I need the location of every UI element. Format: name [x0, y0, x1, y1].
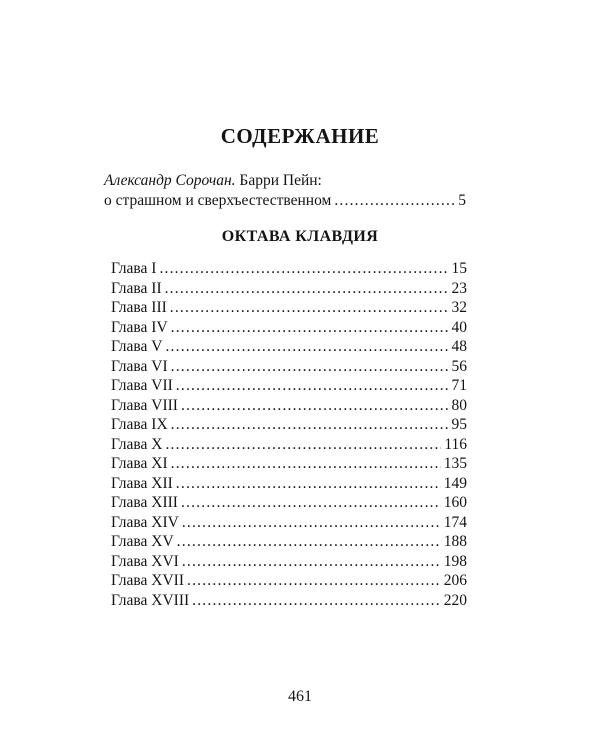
dot-leader [182, 513, 441, 533]
chapter-entry [111, 435, 467, 455]
chapter-entry [111, 298, 467, 318]
chapter-entry [111, 396, 467, 416]
chapter-entry [111, 591, 467, 611]
chapter-label: Глава V [111, 338, 163, 355]
chapter-label: Глава IX [111, 416, 168, 433]
intro-entry [104, 171, 466, 211]
chapter-label: Глава VII [111, 377, 173, 394]
chapter-page-number: 135 [443, 455, 467, 472]
chapter-page-number: 188 [443, 533, 467, 550]
intro-title-part2: о страшном и сверхъестественном [104, 192, 332, 209]
dot-leader [171, 318, 449, 338]
chapter-label: Глава XIII [111, 494, 178, 511]
dot-leader [165, 279, 449, 299]
chapter-entry [111, 259, 467, 279]
chapter-page-number: 160 [443, 494, 467, 511]
chapter-page-number: 220 [443, 591, 467, 609]
dot-leader [159, 259, 448, 279]
chapter-entry [111, 376, 467, 396]
chapter-entry [111, 532, 467, 552]
chapter-entry [111, 357, 467, 377]
dot-leader [171, 415, 449, 435]
chapter-label: Глава II [111, 279, 162, 297]
chapter-page-number: 15 [451, 260, 467, 277]
chapter-page-number: 198 [443, 552, 467, 570]
intro-page-number: 5 [458, 192, 466, 209]
chapter-entry [111, 415, 467, 435]
dot-leader [187, 571, 441, 591]
chapter-label: Глава X [111, 435, 163, 453]
intro-author: Александр Сорочан. [104, 172, 236, 189]
dot-leader [176, 376, 449, 396]
chapter-page-number: 149 [443, 474, 467, 492]
chapter-label: Глава I [111, 260, 157, 277]
dot-leader [334, 191, 455, 211]
dot-leader [192, 591, 441, 611]
chapter-label: Глава VIII [111, 396, 178, 414]
chapter-entry [111, 279, 467, 299]
chapter-label: Глава XIV [111, 513, 179, 531]
chapter-label: Глава VI [111, 357, 168, 375]
dot-leader [171, 454, 441, 474]
chapter-entry [111, 318, 467, 338]
dot-leader [177, 532, 441, 552]
dot-leader [171, 357, 449, 377]
chapter-list [111, 259, 467, 610]
chapter-page-number: 40 [451, 318, 467, 336]
chapter-label: Глава XVII [111, 572, 184, 589]
chapter-label: Глава XII [111, 474, 173, 492]
chapter-label: Глава XV [111, 533, 174, 550]
dot-leader [165, 337, 448, 357]
toc-heading: СОДЕРЖАНИЕ [220, 124, 380, 148]
dot-leader [181, 396, 449, 416]
chapter-label: Глава XVIII [111, 591, 190, 609]
intro-title-part1: Барри Пейн: [239, 172, 322, 189]
chapter-page-number: 116 [444, 435, 467, 453]
chapter-page-number: 56 [451, 357, 467, 375]
chapter-page-number: 95 [451, 416, 467, 433]
chapter-label: Глава III [111, 299, 167, 316]
dot-leader [165, 435, 441, 455]
dot-leader [176, 474, 441, 494]
chapter-label: Глава XI [111, 455, 168, 472]
chapter-page-number: 206 [443, 572, 467, 589]
chapter-entry [111, 513, 467, 533]
chapter-page-number: 71 [451, 377, 467, 394]
chapter-label: Глава XVI [111, 552, 179, 570]
dot-leader [182, 552, 441, 572]
chapter-entry [111, 337, 467, 357]
chapter-page-number: 48 [451, 338, 467, 355]
chapter-label: Глава IV [111, 318, 168, 336]
intro-line-2 [104, 191, 466, 211]
chapter-entry [111, 454, 467, 474]
chapter-entry [111, 493, 467, 513]
dot-leader [170, 298, 449, 318]
section-title: ОКТАВА КЛАВДИЯ [221, 228, 379, 245]
chapter-page-number: 174 [443, 513, 467, 531]
chapter-page-number: 80 [451, 396, 467, 414]
dot-leader [181, 493, 441, 513]
chapter-page-number: 23 [451, 279, 467, 297]
page-number: 461 [288, 688, 312, 705]
chapter-page-number: 32 [451, 299, 467, 316]
chapter-entry [111, 571, 467, 591]
chapter-entry [111, 474, 467, 494]
chapter-entry [111, 552, 467, 572]
intro-line-1 [104, 171, 466, 191]
